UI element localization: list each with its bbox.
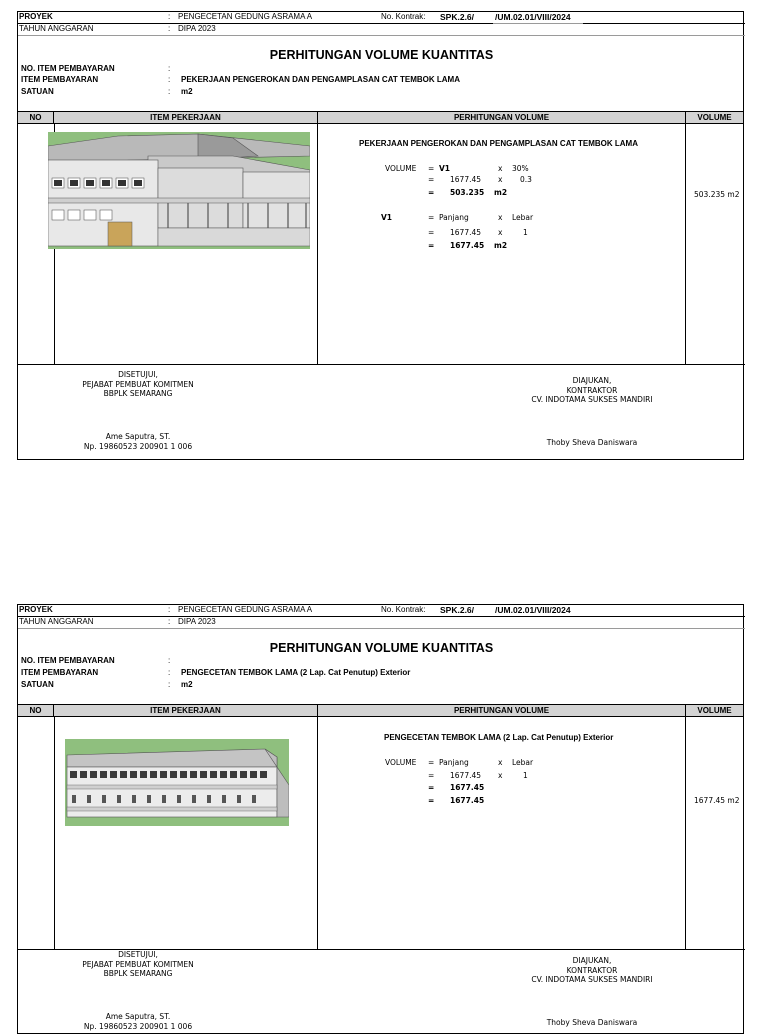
lebar-label: Lebar <box>512 213 534 222</box>
contractor-name: CV. INDOTAMA SUKSES MANDIRI <box>531 975 653 984</box>
contractor-signer: Thoby Sheva Daniswara <box>546 1018 638 1027</box>
col-header-volume: VOLUME <box>686 111 743 124</box>
divider <box>18 23 745 24</box>
value: 1 <box>523 228 528 237</box>
colon: : <box>168 24 171 33</box>
kontrak-value-1: SPK.2.6/ <box>440 605 475 615</box>
colon: : <box>168 64 171 73</box>
value: 1677.45 <box>450 771 482 780</box>
result-value: 1677.45 <box>450 796 485 805</box>
no-item-label: NO. ITEM PEMBAYARAN <box>21 64 115 73</box>
page-title: PERHITUNGAN VOLUME KUANTITAS <box>269 641 494 655</box>
times: x <box>498 771 503 780</box>
proyek-label: PROYEK <box>19 605 53 614</box>
times: x <box>498 213 503 222</box>
signer-left <box>58 432 218 451</box>
v1-label: V1 <box>381 213 393 222</box>
signature-left <box>58 950 218 979</box>
panjang-label: Panjang <box>439 758 469 767</box>
calc-title: PEKERJAAN PENGEROKAN DAN PENGAMPLASAN CAT TEMBOK LAMA <box>359 139 638 148</box>
approver-name: Ame Saputra, ST. <box>105 432 171 441</box>
col-header-item: ITEM PEKERJAAN <box>54 704 318 717</box>
satuan-label: SATUAN <box>21 680 54 689</box>
proyek-label: PROYEK <box>19 12 53 21</box>
signer-left <box>58 1012 218 1031</box>
proyek-value: PENGECETAN GEDUNG ASRAMA A <box>178 12 313 21</box>
colon: : <box>168 87 171 96</box>
kontrak-label: No. Kontrak: <box>381 12 426 21</box>
approval-text: DISETUJUI, <box>118 950 158 959</box>
signature-right <box>502 376 682 405</box>
column-divider <box>685 717 686 949</box>
divider <box>18 628 745 629</box>
contractor-name: CV. INDOTAMA SUKSES MANDIRI <box>531 395 653 404</box>
colon: : <box>168 680 171 689</box>
calc-title: PENGECETAN TEMBOK LAMA (2 Lap. Cat Penutup) Exterior <box>384 733 614 742</box>
value: 1 <box>523 771 528 780</box>
equals: = <box>428 175 435 184</box>
col-header-no: NO <box>18 704 54 717</box>
approver-org: BBPLK SEMARANG <box>103 969 173 978</box>
approver-np: Np. 19860523 200901 1 006 <box>83 1021 193 1031</box>
colon: : <box>168 605 171 614</box>
equals: = <box>428 228 435 237</box>
col-header-no: NO <box>18 111 54 124</box>
submission-text: DIAJUKAN, <box>572 376 612 385</box>
approver-name: Ame Saputra, ST. <box>105 1012 171 1021</box>
page-title: PERHITUNGAN VOLUME KUANTITAS <box>269 48 494 62</box>
tahun-label: TAHUN ANGGARAN <box>19 24 94 33</box>
unit: m2 <box>494 241 508 250</box>
equals: = <box>428 771 435 780</box>
item-value: PEKERJAAN PENGEROKAN DAN PENGAMPLASAN CAT TEMBOK LAMA <box>181 75 460 84</box>
colon: : <box>168 75 171 84</box>
volume-result: 503.235 m2 <box>694 190 740 199</box>
equals: = <box>428 188 435 197</box>
contractor-signer: Thoby Sheva Daniswara <box>546 438 638 447</box>
signature-right <box>502 956 682 985</box>
lebar-label: Lebar <box>512 758 534 767</box>
colon: : <box>168 12 171 21</box>
equals: = <box>428 758 435 767</box>
item-label: ITEM PEMBAYARAN <box>21 75 99 84</box>
value: 1677.45 <box>450 228 482 237</box>
item-label: ITEM PEMBAYARAN <box>21 668 99 677</box>
tahun-label: TAHUN ANGGARAN <box>19 617 94 626</box>
satuan-value: m2 <box>181 680 193 689</box>
col-header-calc: PERHITUNGAN VOLUME <box>318 704 686 717</box>
divider <box>18 364 745 365</box>
result-value: 1677.45 <box>450 241 485 250</box>
kontrak-label: No. Kontrak: <box>381 605 426 614</box>
signature-left <box>58 370 218 399</box>
volume-sheet-1 <box>17 11 744 460</box>
building-image <box>48 132 310 249</box>
tahun-value: DIPA 2023 <box>178 617 216 626</box>
column-divider <box>54 717 55 949</box>
volume-label: VOLUME <box>385 758 417 767</box>
kontrak-value-2: /UM.02.01/VIII/2024 <box>495 605 571 615</box>
satuan-value: m2 <box>181 87 193 96</box>
equals: = <box>428 796 435 805</box>
volume-sheet-2 <box>17 604 744 1034</box>
submission-text: DIAJUKAN, <box>572 956 612 965</box>
v1-ref: V1 <box>439 164 451 173</box>
satuan-label: SATUAN <box>21 87 54 96</box>
volume-label: VOLUME <box>385 164 417 173</box>
no-item-label: NO. ITEM PEMBAYARAN <box>21 656 115 665</box>
col-header-volume: VOLUME <box>686 704 743 717</box>
result-value: 503.235 <box>450 188 485 197</box>
colon: : <box>168 617 171 626</box>
approver-org: BBPLK SEMARANG <box>103 389 173 398</box>
column-divider <box>685 124 686 364</box>
times: x <box>498 164 503 173</box>
kontrak-value-2: /UM.02.01/VIII/2024 <box>495 12 571 22</box>
proyek-value: PENGECETAN GEDUNG ASRAMA A <box>178 605 313 614</box>
building-image <box>65 739 289 826</box>
value: 0.3 <box>520 175 532 184</box>
colon: : <box>168 668 171 677</box>
value: 1677.45 <box>450 175 482 184</box>
kontrak-value-1: SPK.2.6/ <box>440 12 475 22</box>
times: x <box>498 758 503 767</box>
approval-text: DISETUJUI, <box>118 370 158 379</box>
approver-role: PEJABAT PEMBUAT KOMITMEN <box>82 379 194 389</box>
times: x <box>498 175 503 184</box>
volume-result: 1677.45 m2 <box>694 796 740 805</box>
item-value: PENGECETAN TEMBOK LAMA (2 Lap. Cat Penutup) Exterior <box>181 668 411 677</box>
contractor-role: KONTRAKTOR <box>566 385 618 395</box>
equals: = <box>428 783 435 792</box>
equals: = <box>428 213 435 222</box>
unit: m2 <box>494 188 508 197</box>
equals: = <box>428 241 435 250</box>
tahun-value: DIPA 2023 <box>178 24 216 33</box>
panjang-label: Panjang <box>439 213 469 222</box>
divider <box>18 35 745 36</box>
percent-value: 30% <box>512 164 529 173</box>
contractor-role: KONTRAKTOR <box>566 965 618 975</box>
divider <box>18 616 745 617</box>
result-value: 1677.45 <box>450 783 485 792</box>
column-divider <box>317 124 318 364</box>
col-header-calc: PERHITUNGAN VOLUME <box>318 111 686 124</box>
column-divider <box>317 717 318 949</box>
divider <box>493 23 583 24</box>
colon: : <box>168 656 171 665</box>
times: x <box>498 228 503 237</box>
approver-np: Np. 19860523 200901 1 006 <box>83 441 193 451</box>
col-header-item: ITEM PEKERJAAN <box>54 111 318 124</box>
approver-role: PEJABAT PEMBUAT KOMITMEN <box>82 959 194 969</box>
equals: = <box>428 164 435 173</box>
